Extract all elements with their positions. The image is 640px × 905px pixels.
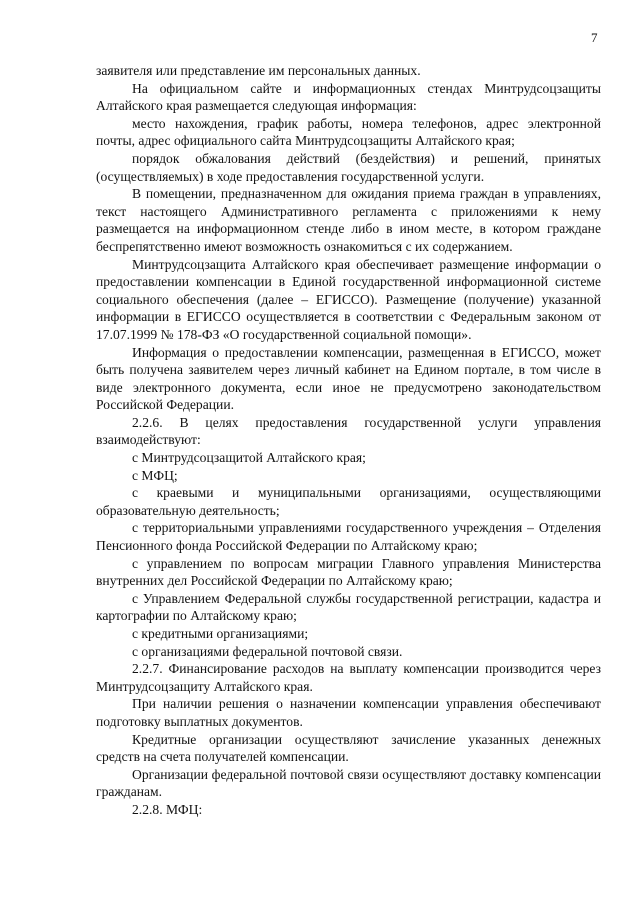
list-item: с кредитными организациями; bbox=[132, 626, 309, 641]
list-item: с Минтрудсоцзащитой Алтайского края; bbox=[132, 450, 366, 466]
list-item: с краевыми и муниципальными организациями, осуществляющими образовательную деятельность; bbox=[96, 485, 601, 518]
paragraph: Минтрудсоцзащита Алтайского края обеспечивает размещение информации о предоставлении компенсации в Единой государственной информационной системе социального обеспечения (далее – ЕГИССО). Размещение (получение) указанной информации в ЕГИССО осуществляется в соответствии с Федеральным законом от 17.07.1999 № 178-ФЗ «О государственной социальной помощи». bbox=[96, 256, 601, 342]
paragraph: порядок обжалования действий (бездействия) и решений, принятых (осуществляемых) в ходе предоставления государственной услуги. bbox=[96, 150, 601, 184]
paragraph: В помещении, предназначенном для ожидания приема граждан в управлениях, текст настоящего Административного регламента с приложениями к нему размещается на информационном стенде либо в ином месте, в котором граждане беспрепятственно имеют возможность ознакомиться с их содержанием. bbox=[96, 186, 601, 254]
list-item: с МФЦ; bbox=[132, 467, 178, 483]
paragraph: Информация о предоставлении компенсации, размещенная в ЕГИССО, может быть получена заявителем через личный кабинет на Едином портале, в том числе в виде электронного документа, если иное не предусмотрено законодательством Российской Федерации. bbox=[96, 344, 601, 413]
paragraph: 2.2.7. Финансирование расходов на выплату компенсации производится через Минтрудсоцзащиту Алтайского края. bbox=[96, 661, 601, 694]
list-item: с Управлением Федеральной службы государственной регистрации, кадастра и картографии по Алтайскому краю; bbox=[96, 590, 601, 624]
page-number: 7 bbox=[591, 30, 598, 45]
body-text bbox=[96, 62, 601, 819]
paragraph: место нахождения, график работы, номера телефонов, адрес электронной почты, адрес официального сайта Минтрудсоцзащиты Алтайского края; bbox=[96, 115, 601, 149]
paragraph: На официальном сайте и информационных стендах Минтрудсоцзащиты Алтайского края размещается следующая информация: bbox=[96, 80, 601, 114]
list-item: с управлением по вопросам миграции Главного управления Министерства внутренних дел Российской Федерации по Алтайскому краю; bbox=[96, 555, 601, 589]
paragraph: заявителя или представление им персональных данных. bbox=[96, 63, 421, 78]
paragraph: Кредитные организации осуществляют зачисление указанных денежных средств на счета получателей компенсации. bbox=[96, 731, 601, 765]
section-heading: 2.2.8. МФЦ: bbox=[132, 801, 203, 817]
list-item: с территориальными управлениями государственного учреждения – Отделения Пенсионного фонда Российской Федерации по Алтайскому краю; bbox=[96, 520, 601, 554]
paragraph: При наличии решения о назначении компенсации управления обеспечивают подготовку выплатных документов. bbox=[96, 696, 601, 729]
paragraph: Организации федеральной почтовой связи осуществляют доставку компенсации гражданам. bbox=[96, 766, 601, 800]
paragraph: 2.2.6. В целях предоставления государственной услуги управления взаимодействуют: bbox=[96, 414, 601, 448]
list-item: с организациями федеральной почтовой связи. bbox=[132, 643, 403, 659]
